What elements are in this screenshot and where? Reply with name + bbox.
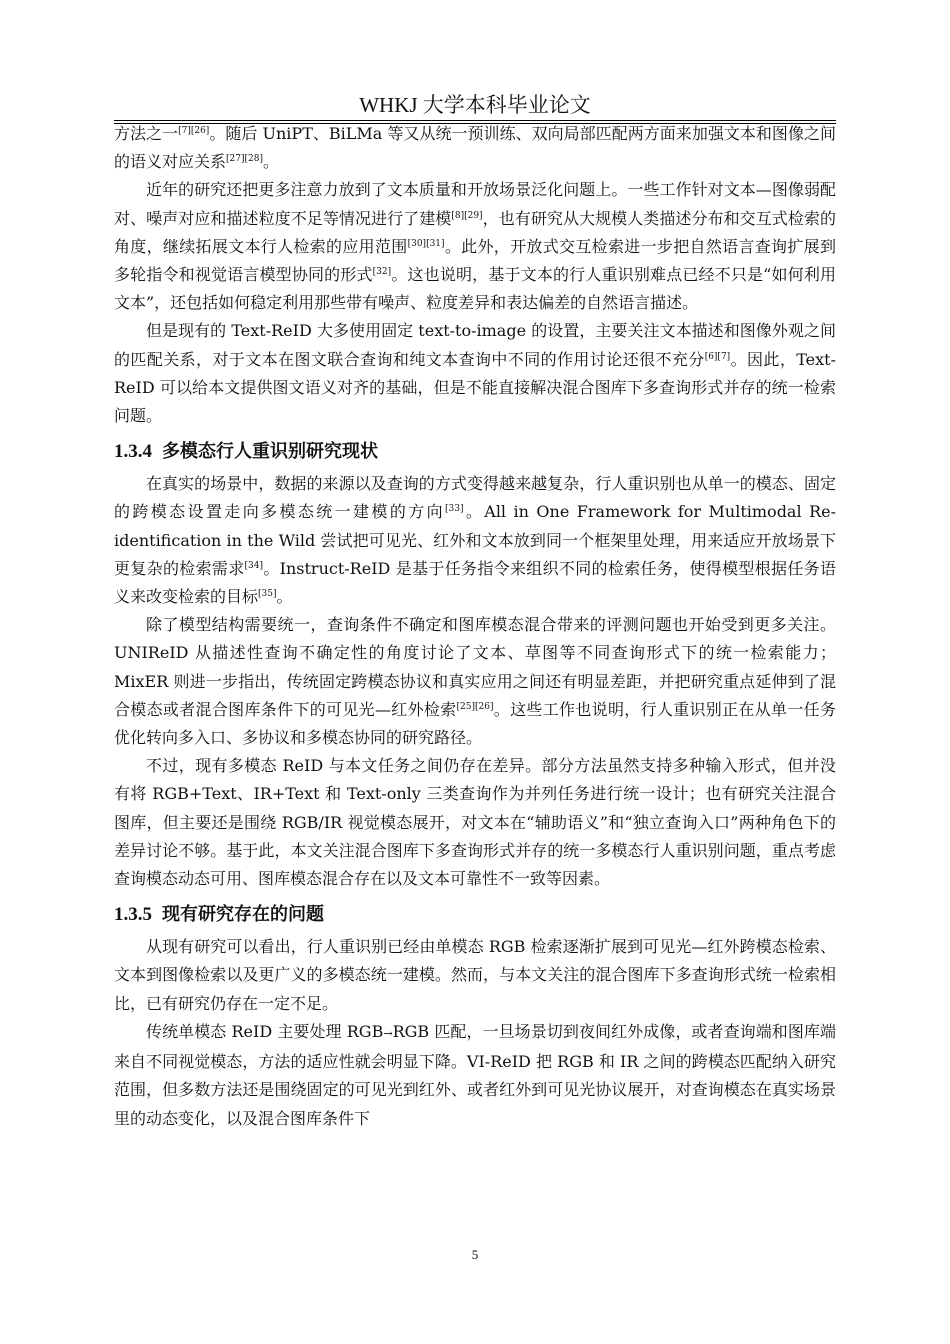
text-span: 。此外，开放式交互检索进一步把自然语言查询扩展到多轮指令和视觉语言模型协同的形式 — [114, 236, 836, 285]
section-number: 1.3.4 — [114, 441, 152, 463]
text-span: 。All in One Framework for Multimodal Re-identification in the Wild 尝试把可见光、红外和文本放到同一个框架里处理，用来适应开放场景下更复杂的检索需求 — [114, 502, 836, 578]
page-body — [114, 120, 836, 1133]
citation: [7][26] — [178, 126, 210, 136]
section-title: 现有研究存在的问题 — [162, 904, 324, 926]
paragraph-8 — [114, 1018, 836, 1133]
text-span: 。这也说明，基于文本的行人重识别难点已经不只是“如何利用文本”，还包括如何稳定利用那些带有噪声、粒度差异和表达偏差的自然语言描述。 — [114, 265, 836, 313]
citation: [25][26] — [456, 701, 494, 712]
paragraph-3 — [114, 317, 836, 430]
text-span: 。 — [262, 152, 279, 172]
text-span: 。随后 UniPT、BiLMa 等又从统一预训练、双向局部匹配两方面来加强文本和图像之间的语义对应关系 — [114, 124, 836, 172]
text-span: 。 — [276, 587, 293, 607]
citation: [34] — [244, 560, 264, 571]
text-span: 方法之一 — [114, 124, 179, 143]
text-span: ，也有研究从大规模人类描述分布和交互式检索的角度，继续拓展文本行人检索的应用范围 — [114, 208, 836, 256]
page-number: 5 — [471, 1247, 479, 1262]
section-heading-1-3-5 — [114, 901, 836, 929]
citation: [27][28] — [226, 154, 263, 165]
arrow-icon: → — [383, 1026, 393, 1040]
citation: [32] — [372, 267, 392, 278]
section-title: 多模态行人重识别研究现状 — [162, 441, 378, 463]
paragraph-2 — [114, 176, 836, 317]
citation: [30][31] — [407, 238, 445, 249]
text-span: 在真实的场景中，数据的来源以及查询的方式变得越来越复杂，行人重识别也从单一的模态、固定的跨模态设置走向多模态统一建模的方向 — [114, 474, 836, 522]
text-span: 。Instruct-ReID 是基于任务指令来组织不同的检索任务，使得模型根据任务语义来改变检索的目标 — [114, 558, 836, 607]
paragraph-1 — [114, 120, 836, 176]
paragraph-6: 不过，现有多模态 ReID 与本文任务之间仍存在差异。部分方法虽然支持多种输入形式，但并没有将 RGB+Text、IR+Text 和 Text-only 三类查询作为并列任务进行统一设计；也有研究关注混合图库，但主要还是围绕 RGB/IR 视觉模态展开，对文本在“辅助语义”和“独立查询入口”两种角色下的差异讨论不够。基于此，本文关注混合图库下多查询形式并存的统一多模态行人重识别问题，重点考虑查询模态动态可用、图库模态混合存在以及文本可靠性不一致等因素。 — [114, 756, 836, 889]
paragraph-4 — [114, 470, 836, 611]
text-span: RGB 匹配，一旦场景切到夜间红外成像，或者查询端和图库端来自不同视觉模态，方法的适应性就会明显下降。VI-ReID 把 RGB 和 IR 之间的跨模态匹配纳入研究范围，但多数方法还是围绕固定的可见光到红外、或者红外到可见光协议展开，对查询模态在真实场景里的动态变化，以及混合图库条件下 — [114, 1021, 836, 1128]
citation: [6][7] — [704, 351, 731, 362]
section-number: 1.3.5 — [114, 904, 152, 926]
section-heading-1-3-4 — [114, 438, 836, 466]
paragraph-5 — [114, 611, 836, 752]
citation: [33] — [445, 504, 464, 515]
page-header: WHKJ 大学本科毕业论文 — [359, 93, 591, 117]
citation: [35] — [258, 589, 277, 600]
text-span: 但是现有的 Text-ReID 大多使用固定 text-to-image 的设置，主要关注文本描述和图像外观之间的匹配关系，对于文本在图文联合查询和纯文本查询中不同的作用讨论还很不充分 — [114, 321, 836, 369]
citation: [8][29] — [451, 210, 483, 221]
text-span: 除了模型结构需要统一，查询条件不确定和图库模态混合带来的评测问题也开始受到更多关注。UNIReID 从描述性查询不确定性的角度讨论了文本、草图等不同查询形式下的统一检索能力；MixER 则进一步指出，传统固定跨模态协议和真实应用之间还有明显差距，并把研究重点延伸到了混合模态或者混合图库条件下的可见光—红外检索 — [114, 615, 836, 719]
text-span: 传统单模态 ReID 主要处理 RGB — [146, 1021, 384, 1041]
paragraph-7: 从现有研究可以看出，行人重识别已经由单模态 RGB 检索逐渐扩展到可见光—红外跨模态检索、文本到图像检索以及更广义的多模态统一建模。然而，与本文关注的混合图库下多查询形式统一检索相比，已有研究仍存在一定不足。 — [114, 937, 836, 1013]
text-span: 近年的研究还把更多注意力放到了文本质量和开放场景泛化问题上。一些工作针对文本—图像弱配对、噪声对应和描述粒度不足等情况进行了建模 — [114, 180, 836, 228]
text-span: 。因此，Text-ReID 可以给本文提供图文语义对齐的基础，但是不能直接解决混合图库下多查询形式并存的统一检索问题。 — [114, 349, 836, 426]
text-span: 。这些工作也说明，行人重识别正在从单一任务优化转向多入口、多协议和多模态协同的研究路径。 — [114, 699, 836, 748]
